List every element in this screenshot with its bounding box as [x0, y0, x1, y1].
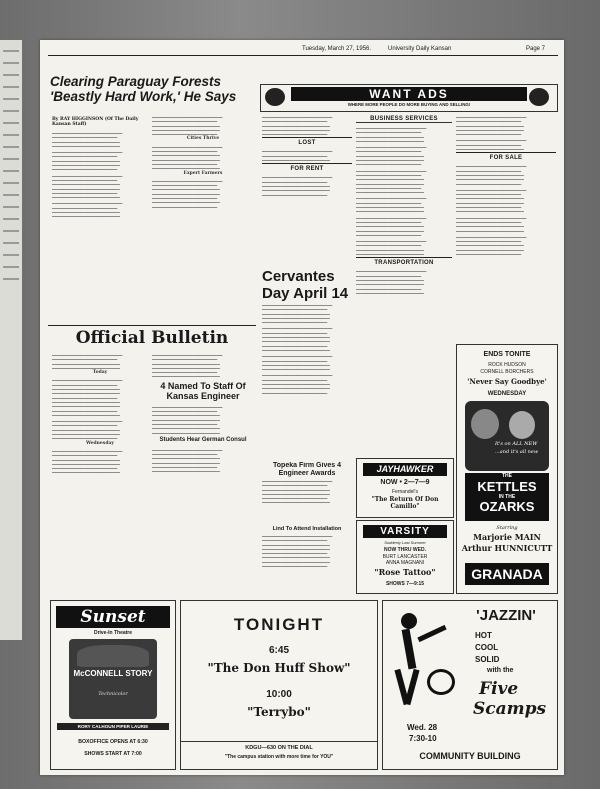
radio-time1: 6:45: [268, 645, 289, 656]
jayhawker-name: JAYHAWKER: [363, 463, 447, 476]
sunset-stars: RORY CALHOUN PIPER LAURIE: [57, 723, 169, 730]
sunset-name: Sunset: [56, 606, 170, 628]
jayhawker-distributor: Fernandel's: [392, 489, 418, 495]
megaphone-right-icon: [529, 88, 549, 106]
topeka-story: Topeka Firm Gives 4 Engineer Awards ▁▁▁▁▁▁▁▁▁▁▁▁▁▁▁▁▁▁▁▁▁▁▁▁▁▁▁ ▁▁▁▁▁▁▁▁▁▁▁▁▁▁▁▁▁▁▁▁▁▁▁▁▁ ▁▁▁▁▁▁▁▁▁▁▁▁▁▁▁▁▁▁▁▁▁▁▁▁▁▁ ▁▁▁▁▁▁▁▁▁▁▁▁▁▁▁▁▁▁▁▁▁▁▁▁▁▁ ▁▁▁▁▁▁▁▁▁▁▁▁▁▁▁▁▁▁▁▁▁▁▁▁▁ ▁▁▁▁▁▁▁▁▁▁▁▁▁▁▁▁▁▁▁▁▁▁▁▁▁▁: [262, 462, 352, 524]
jazz-musicians-image: [391, 609, 455, 719]
bulletin-col1: ▁▁▁▁▁▁▁▁▁▁▁▁▁▁▁▁▁▁▁▁▁▁▁▁▁▁▁ ▁▁▁▁▁▁▁▁▁▁▁▁▁▁▁▁▁▁▁▁▁▁▁▁▁ ▁▁▁▁▁▁▁▁▁▁▁▁▁▁▁▁▁▁▁▁▁▁▁▁▁▁ ▁▁▁▁▁▁▁▁▁▁▁▁▁▁▁▁▁▁▁▁▁▁▁▁▁▁ Today ▁▁▁▁▁▁▁▁▁▁▁▁▁▁▁▁▁▁▁▁▁▁▁▁▁▁▁ ▁▁▁▁▁▁▁▁▁▁▁▁▁▁▁▁▁▁▁▁▁▁▁▁▁ ▁▁▁▁▁▁▁▁▁▁▁▁▁▁▁▁▁▁▁▁▁▁▁▁▁▁ ▁▁▁▁▁▁▁▁▁▁▁▁▁▁▁▁▁▁▁▁▁▁▁▁▁▁ ▁▁▁▁▁▁▁▁▁▁▁▁▁▁▁▁▁▁▁▁▁▁▁▁▁ ▁▁▁▁▁▁▁▁▁▁▁▁▁▁▁▁▁▁▁▁▁▁▁▁▁▁ ▁▁▁▁▁▁▁▁▁▁▁▁▁▁▁▁▁▁▁▁▁▁▁▁▁▁ ▁▁▁▁▁▁▁▁▁▁▁▁▁▁▁▁▁▁▁▁▁▁▁▁▁ ▁▁▁▁▁▁▁▁▁▁▁▁▁▁▁▁▁▁▁▁▁▁▁▁▁▁ ▁▁▁▁▁▁▁▁▁▁▁▁▁▁▁▁▁▁▁▁▁▁▁▁▁▁▁ ▁▁▁▁▁▁▁▁▁▁▁▁▁▁▁▁▁▁▁▁▁▁▁▁▁ ▁▁▁▁▁▁▁▁▁▁▁▁▁▁▁▁▁▁▁▁▁▁▁▁▁▁ ▁▁▁▁▁▁▁▁▁▁▁▁▁▁▁▁▁▁▁▁▁▁▁▁▁▁ ▁▁▁▁▁▁▁▁▁▁▁▁▁▁▁▁▁▁▁▁▁▁▁▁▁ Wednesday ▁▁▁▁▁▁▁▁▁▁▁▁▁▁▁▁▁▁▁▁▁▁▁▁▁▁▁ ▁▁▁▁▁▁▁▁▁▁▁▁▁▁▁▁▁▁▁▁▁▁▁▁▁ ▁▁▁▁▁▁▁▁▁▁▁▁▁▁▁▁▁▁▁▁▁▁▁▁▁▁ ▁▁▁▁▁▁▁▁▁▁▁▁▁▁▁▁▁▁▁▁▁▁▁▁▁▁ ▁▁▁▁▁▁▁▁▁▁▁▁▁▁▁▁▁▁▁▁▁▁▁▁▁ ▁▁▁▁▁▁▁▁▁▁▁▁▁▁▁▁▁▁▁▁▁▁▁▁▁▁: [52, 352, 148, 592]
header-date: Tuesday, March 27, 1956.: [302, 46, 372, 52]
sunset-format: Technicolor: [98, 691, 128, 697]
jazzin-venue: COMMUNITY BUILDING: [419, 751, 521, 761]
want-ads-for-sale-heading: FOR SALE: [489, 155, 523, 162]
radio-show2: "Terrybo": [247, 705, 311, 719]
ends-tonite-film: 'Never Say Goodbye': [467, 377, 547, 386]
ends-tonite-label: ENDS TONITE: [483, 351, 531, 358]
sunset-feature-image: [69, 639, 157, 719]
varsity-line1: NOW THRU WED.: [384, 547, 426, 553]
jayhawker-film: "The Return Of Don Camillo": [371, 496, 439, 510]
want-ads-col-a: ▁▁▁▁▁▁▁▁▁▁▁▁▁▁▁▁▁▁▁▁▁▁▁▁▁▁▁ ▁▁▁▁▁▁▁▁▁▁▁▁▁▁▁▁▁▁▁▁▁▁▁▁▁ ▁▁▁▁▁▁▁▁▁▁▁▁▁▁▁▁▁▁▁▁▁▁▁▁▁▁ ▁▁▁▁▁▁▁▁▁▁▁▁▁▁▁▁▁▁▁▁▁▁▁▁▁▁ ▁▁▁▁▁▁▁▁▁▁▁▁▁▁▁▁▁▁▁▁▁▁▁▁▁ LOST ▁▁▁▁▁▁▁▁▁▁▁▁▁▁▁▁▁▁▁▁▁▁▁▁▁▁▁ ▁▁▁▁▁▁▁▁▁▁▁▁▁▁▁▁▁▁▁▁▁▁▁▁▁ ▁▁▁▁▁▁▁▁▁▁▁▁▁▁▁▁▁▁▁▁▁▁▁▁▁▁ FOR RENT ▁▁▁▁▁▁▁▁▁▁▁▁▁▁▁▁▁▁▁▁▁▁▁▁▁▁▁ ▁▁▁▁▁▁▁▁▁▁▁▁▁▁▁▁▁▁▁▁▁▁▁▁▁ ▁▁▁▁▁▁▁▁▁▁▁▁▁▁▁▁▁▁▁▁▁▁▁▁▁▁ ▁▁▁▁▁▁▁▁▁▁▁▁▁▁▁▁▁▁▁▁▁▁▁▁▁▁ ▁▁▁▁▁▁▁▁▁▁▁▁▁▁▁▁▁▁▁▁▁▁▁▁▁: [262, 114, 352, 266]
lead-story-col1: [52, 114, 148, 322]
kettles-title-the: THE: [502, 473, 512, 479]
varsity-ad: [356, 520, 454, 594]
header-paper: University Daily Kansan: [388, 46, 452, 52]
want-ads-banner: [260, 84, 558, 112]
lead-body-text: ▁▁▁▁▁▁▁▁▁▁▁▁▁▁▁▁▁▁▁▁▁▁▁▁▁▁▁ ▁▁▁▁▁▁▁▁▁▁▁▁▁▁▁▁▁▁▁▁▁▁▁▁▁ ▁▁▁▁▁▁▁▁▁▁▁▁▁▁▁▁▁▁▁▁▁▁▁▁▁▁ ▁▁▁▁▁▁▁▁▁▁▁▁▁▁▁▁▁▁▁▁▁▁▁▁▁▁ ▁▁▁▁▁▁▁▁▁▁▁▁▁▁▁▁▁▁▁▁▁▁▁▁▁▁▁ ▁▁▁▁▁▁▁▁▁▁▁▁▁▁▁▁▁▁▁▁▁▁▁▁▁ ▁▁▁▁▁▁▁▁▁▁▁▁▁▁▁▁▁▁▁▁▁▁▁▁▁▁ ▁▁▁▁▁▁▁▁▁▁▁▁▁▁▁▁▁▁▁▁▁▁▁▁▁▁ ▁▁▁▁▁▁▁▁▁▁▁▁▁▁▁▁▁▁▁▁▁▁▁▁▁ ▁▁▁▁▁▁▁▁▁▁▁▁▁▁▁▁▁▁▁▁▁▁▁▁▁▁▁ ▁▁▁▁▁▁▁▁▁▁▁▁▁▁▁▁▁▁▁▁▁▁▁▁▁ ▁▁▁▁▁▁▁▁▁▁▁▁▁▁▁▁▁▁▁▁▁▁▁▁▁▁ ▁▁▁▁▁▁▁▁▁▁▁▁▁▁▁▁▁▁▁▁▁▁▁▁▁▁ ▁▁▁▁▁▁▁▁▁▁▁▁▁▁▁▁▁▁▁▁▁▁▁▁▁ ▁▁▁▁▁▁▁▁▁▁▁▁▁▁▁▁▁▁▁▁▁▁▁▁▁▁ ▁▁▁▁▁▁▁▁▁▁▁▁▁▁▁▁▁▁▁▁▁▁▁▁▁▁▁ ▁▁▁▁▁▁▁▁▁▁▁▁▁▁▁▁▁▁▁▁▁▁▁▁▁ ▁▁▁▁▁▁▁▁▁▁▁▁▁▁▁▁▁▁▁▁▁▁▁▁▁▁ ▁▁▁▁▁▁▁▁▁▁▁▁▁▁▁▁▁▁▁▁▁▁▁▁▁▁: [52, 130, 123, 218]
lead-subhead-1: Cities Thrive: [186, 136, 220, 142]
want-ads-col-c: ▁▁▁▁▁▁▁▁▁▁▁▁▁▁▁▁▁▁▁▁▁▁▁▁▁▁▁ ▁▁▁▁▁▁▁▁▁▁▁▁▁▁▁▁▁▁▁▁▁▁▁▁▁ ▁▁▁▁▁▁▁▁▁▁▁▁▁▁▁▁▁▁▁▁▁▁▁▁▁▁ ▁▁▁▁▁▁▁▁▁▁▁▁▁▁▁▁▁▁▁▁▁▁▁▁▁▁ ▁▁▁▁▁▁▁▁▁▁▁▁▁▁▁▁▁▁▁▁▁▁▁▁▁ ▁▁▁▁▁▁▁▁▁▁▁▁▁▁▁▁▁▁▁▁▁▁▁▁▁▁▁ ▁▁▁▁▁▁▁▁▁▁▁▁▁▁▁▁▁▁▁▁▁▁▁▁▁ ▁▁▁▁▁▁▁▁▁▁▁▁▁▁▁▁▁▁▁▁▁▁▁▁▁▁ FOR SALE ▁▁▁▁▁▁▁▁▁▁▁▁▁▁▁▁▁▁▁▁▁▁▁▁▁▁▁ ▁▁▁▁▁▁▁▁▁▁▁▁▁▁▁▁▁▁▁▁▁▁▁▁▁ ▁▁▁▁▁▁▁▁▁▁▁▁▁▁▁▁▁▁▁▁▁▁▁▁▁▁ ▁▁▁▁▁▁▁▁▁▁▁▁▁▁▁▁▁▁▁▁▁▁▁▁▁▁ ▁▁▁▁▁▁▁▁▁▁▁▁▁▁▁▁▁▁▁▁▁▁▁▁▁ ▁▁▁▁▁▁▁▁▁▁▁▁▁▁▁▁▁▁▁▁▁▁▁▁▁▁▁ ▁▁▁▁▁▁▁▁▁▁▁▁▁▁▁▁▁▁▁▁▁▁▁▁▁ ▁▁▁▁▁▁▁▁▁▁▁▁▁▁▁▁▁▁▁▁▁▁▁▁▁▁ ▁▁▁▁▁▁▁▁▁▁▁▁▁▁▁▁▁▁▁▁▁▁▁▁▁▁ ▁▁▁▁▁▁▁▁▁▁▁▁▁▁▁▁▁▁▁▁▁▁▁▁▁ ▁▁▁▁▁▁▁▁▁▁▁▁▁▁▁▁▁▁▁▁▁▁▁▁▁▁ ▁▁▁▁▁▁▁▁▁▁▁▁▁▁▁▁▁▁▁▁▁▁▁▁▁▁▁ ▁▁▁▁▁▁▁▁▁▁▁▁▁▁▁▁▁▁▁▁▁▁▁▁▁ ▁▁▁▁▁▁▁▁▁▁▁▁▁▁▁▁▁▁▁▁▁▁▁▁▁▁ ▁▁▁▁▁▁▁▁▁▁▁▁▁▁▁▁▁▁▁▁▁▁▁▁▁▁ ▁▁▁▁▁▁▁▁▁▁▁▁▁▁▁▁▁▁▁▁▁▁▁▁▁▁▁ ▁▁▁▁▁▁▁▁▁▁▁▁▁▁▁▁▁▁▁▁▁▁▁▁▁ ▁▁▁▁▁▁▁▁▁▁▁▁▁▁▁▁▁▁▁▁▁▁▁▁▁▁ ▁▁▁▁▁▁▁▁▁▁▁▁▁▁▁▁▁▁▁▁▁▁▁▁▁▁ ▁▁▁▁▁▁▁▁▁▁▁▁▁▁▁▁▁▁▁▁▁▁▁▁▁: [456, 114, 556, 340]
sunset-boxoffice: BOXOFFICE OPENS AT 6:30: [78, 739, 148, 745]
granada-starts-day: WEDNESDAY: [487, 391, 527, 397]
bulletin-story-consul-headline: Students Hear German Consul: [159, 436, 247, 443]
bulletin-title: Official Bulletin: [75, 328, 229, 348]
kettles-starring: Starring: [496, 525, 518, 531]
varsity-line3: ANNA MAGNANI: [385, 560, 425, 566]
want-ads-tagline: WHERE MORE PEOPLE DO MORE BUYING AND SELLING!: [347, 102, 471, 107]
sunset-feature-title: McCONNELL STORY: [73, 669, 153, 678]
kettles-artwork-image: [465, 401, 549, 471]
lead-byline: By RAY HIGGINSON (Of The Daily Kansan Staff): [52, 117, 139, 127]
granada-ad: [456, 344, 558, 594]
jazzin-line1: HOT: [475, 631, 492, 640]
kettles-title-in: IN THE: [498, 494, 516, 500]
want-ads-title: WANT ADS: [291, 87, 527, 101]
lead-story-col2: ▁▁▁▁▁▁▁▁▁▁▁▁▁▁▁▁▁▁▁▁▁▁▁▁▁▁▁ ▁▁▁▁▁▁▁▁▁▁▁▁▁▁▁▁▁▁▁▁▁▁▁▁▁ ▁▁▁▁▁▁▁▁▁▁▁▁▁▁▁▁▁▁▁▁▁▁▁▁▁▁ ▁▁▁▁▁▁▁▁▁▁▁▁▁▁▁▁▁▁▁▁▁▁▁▁▁▁ ▁▁▁▁▁▁▁▁▁▁▁▁▁▁▁▁▁▁▁▁▁▁▁▁▁ Cities Thrive ▁▁▁▁▁▁▁▁▁▁▁▁▁▁▁▁▁▁▁▁▁▁▁▁▁▁▁ ▁▁▁▁▁▁▁▁▁▁▁▁▁▁▁▁▁▁▁▁▁▁▁▁▁ ▁▁▁▁▁▁▁▁▁▁▁▁▁▁▁▁▁▁▁▁▁▁▁▁▁▁ ▁▁▁▁▁▁▁▁▁▁▁▁▁▁▁▁▁▁▁▁▁▁▁▁▁▁ ▁▁▁▁▁▁▁▁▁▁▁▁▁▁▁▁▁▁▁▁▁▁▁▁▁ ▁▁▁▁▁▁▁▁▁▁▁▁▁▁▁▁▁▁▁▁▁▁▁▁▁▁ Expert Farmers ▁▁▁▁▁▁▁▁▁▁▁▁▁▁▁▁▁▁▁▁▁▁▁▁▁▁▁ ▁▁▁▁▁▁▁▁▁▁▁▁▁▁▁▁▁▁▁▁▁▁▁▁▁ ▁▁▁▁▁▁▁▁▁▁▁▁▁▁▁▁▁▁▁▁▁▁▁▁▁▁ ▁▁▁▁▁▁▁▁▁▁▁▁▁▁▁▁▁▁▁▁▁▁▁▁▁▁ ▁▁▁▁▁▁▁▁▁▁▁▁▁▁▁▁▁▁▁▁▁▁▁▁▁ ▁▁▁▁▁▁▁▁▁▁▁▁▁▁▁▁▁▁▁▁▁▁▁▁▁▁ ▁▁▁▁▁▁▁▁▁▁▁▁▁▁▁▁▁▁▁▁▁▁▁▁▁: [152, 114, 254, 322]
jazzin-time: 7:30-10: [409, 734, 437, 743]
lead-headline-block: [50, 74, 256, 114]
kdgu-radio-ad: [180, 600, 378, 770]
sunset-ad: [50, 600, 176, 770]
radio-station: KDGU—630 ON THE DIAL: [245, 745, 313, 751]
bulletin-today: Today: [92, 370, 108, 376]
jazzin-band2: Scamps: [473, 699, 547, 719]
bulletin-wednesday: Wednesday: [85, 440, 115, 446]
radio-tonight: TONIGHT: [233, 615, 325, 634]
kettles-teaser1: It's on ALL NEW: [495, 441, 538, 447]
lead-headline: Clearing Paraguay Forests 'Beastly Hard Work,' He Says: [50, 74, 237, 104]
jazzin-title: 'JAZZIN': [476, 607, 536, 624]
jayhawker-ad: [356, 458, 454, 518]
kettles-teaser2: ...and it's all new: [495, 449, 539, 455]
want-ads-lost-heading: LOST: [298, 140, 316, 147]
ends-tonite-star2: CORNELL BORCHERS: [480, 369, 534, 375]
bulletin-title-block: [50, 328, 254, 350]
jazzin-date: Wed. 28: [407, 723, 438, 732]
header-page: Page 7: [526, 46, 546, 52]
ends-tonite-star1: ROCK HUDSON: [488, 362, 526, 368]
cervantes-story: Cervantes Day April 14 ▁▁▁▁▁▁▁▁▁▁▁▁▁▁▁▁▁▁▁▁▁▁▁▁▁▁▁ ▁▁▁▁▁▁▁▁▁▁▁▁▁▁▁▁▁▁▁▁▁▁▁▁▁ ▁▁▁▁▁▁▁▁▁▁▁▁▁▁▁▁▁▁▁▁▁▁▁▁▁▁ ▁▁▁▁▁▁▁▁▁▁▁▁▁▁▁▁▁▁▁▁▁▁▁▁▁▁ ▁▁▁▁▁▁▁▁▁▁▁▁▁▁▁▁▁▁▁▁▁▁▁▁▁ ▁▁▁▁▁▁▁▁▁▁▁▁▁▁▁▁▁▁▁▁▁▁▁▁▁▁▁ ▁▁▁▁▁▁▁▁▁▁▁▁▁▁▁▁▁▁▁▁▁▁▁▁▁ ▁▁▁▁▁▁▁▁▁▁▁▁▁▁▁▁▁▁▁▁▁▁▁▁▁▁ ▁▁▁▁▁▁▁▁▁▁▁▁▁▁▁▁▁▁▁▁▁▁▁▁▁▁ ▁▁▁▁▁▁▁▁▁▁▁▁▁▁▁▁▁▁▁▁▁▁▁▁▁ ▁▁▁▁▁▁▁▁▁▁▁▁▁▁▁▁▁▁▁▁▁▁▁▁▁▁ ▁▁▁▁▁▁▁▁▁▁▁▁▁▁▁▁▁▁▁▁▁▁▁▁▁▁▁ ▁▁▁▁▁▁▁▁▁▁▁▁▁▁▁▁▁▁▁▁▁▁▁▁▁ ▁▁▁▁▁▁▁▁▁▁▁▁▁▁▁▁▁▁▁▁▁▁▁▁▁▁ ▁▁▁▁▁▁▁▁▁▁▁▁▁▁▁▁▁▁▁▁▁▁▁▁▁▁ ▁▁▁▁▁▁▁▁▁▁▁▁▁▁▁▁▁▁▁▁▁▁▁▁▁▁▁ ▁▁▁▁▁▁▁▁▁▁▁▁▁▁▁▁▁▁▁▁▁▁▁▁▁ ▁▁▁▁▁▁▁▁▁▁▁▁▁▁▁▁▁▁▁▁▁▁▁▁▁▁ ▁▁▁▁▁▁▁▁▁▁▁▁▁▁▁▁▁▁▁▁▁▁▁▁▁▁ ▁▁▁▁▁▁▁▁▁▁▁▁▁▁▁▁▁▁▁▁▁▁▁▁▁: [262, 268, 352, 460]
want-ads-business-heading: BUSINESS SERVICES: [356, 116, 452, 123]
varsity-teaser: Suddenly Last Summer: [384, 540, 426, 545]
jazzin-line4: with the: [487, 667, 514, 674]
sunset-shows: SHOWS START AT 7:00: [84, 751, 142, 757]
varsity-film: "Rose Tattoo": [374, 567, 436, 577]
granada-theater-name: GRANADA: [465, 563, 549, 585]
sunset-subtitle: Drive-In Theatre: [93, 630, 133, 636]
bulletin-col2: ▁▁▁▁▁▁▁▁▁▁▁▁▁▁▁▁▁▁▁▁▁▁▁▁▁▁▁ ▁▁▁▁▁▁▁▁▁▁▁▁▁▁▁▁▁▁▁▁▁▁▁▁▁ ▁▁▁▁▁▁▁▁▁▁▁▁▁▁▁▁▁▁▁▁▁▁▁▁▁▁ ▁▁▁▁▁▁▁▁▁▁▁▁▁▁▁▁▁▁▁▁▁▁▁▁▁▁ ▁▁▁▁▁▁▁▁▁▁▁▁▁▁▁▁▁▁▁▁▁▁▁▁▁ ▁▁▁▁▁▁▁▁▁▁▁▁▁▁▁▁▁▁▁▁▁▁▁▁▁▁ 4 Named To Staff Of Kansas Engineer ▁▁▁▁▁▁▁▁▁▁▁▁▁▁▁▁▁▁▁▁▁▁▁▁▁▁▁ ▁▁▁▁▁▁▁▁▁▁▁▁▁▁▁▁▁▁▁▁▁▁▁▁▁ ▁▁▁▁▁▁▁▁▁▁▁▁▁▁▁▁▁▁▁▁▁▁▁▁▁▁ ▁▁▁▁▁▁▁▁▁▁▁▁▁▁▁▁▁▁▁▁▁▁▁▁▁▁ ▁▁▁▁▁▁▁▁▁▁▁▁▁▁▁▁▁▁▁▁▁▁▁▁▁ ▁▁▁▁▁▁▁▁▁▁▁▁▁▁▁▁▁▁▁▁▁▁▁▁▁▁ ▁▁▁▁▁▁▁▁▁▁▁▁▁▁▁▁▁▁▁▁▁▁▁▁▁▁ Students Hear German Consul ▁▁▁▁▁▁▁▁▁▁▁▁▁▁▁▁▁▁▁▁▁▁▁▁▁▁▁ ▁▁▁▁▁▁▁▁▁▁▁▁▁▁▁▁▁▁▁▁▁▁▁▁▁ ▁▁▁▁▁▁▁▁▁▁▁▁▁▁▁▁▁▁▁▁▁▁▁▁▁▁ ▁▁▁▁▁▁▁▁▁▁▁▁▁▁▁▁▁▁▁▁▁▁▁▁▁▁ ▁▁▁▁▁▁▁▁▁▁▁▁▁▁▁▁▁▁▁▁▁▁▁▁▁ ▁▁▁▁▁▁▁▁▁▁▁▁▁▁▁▁▁▁▁▁▁▁▁▁▁▁: [152, 352, 254, 592]
megaphone-left-icon: [265, 88, 285, 106]
jazzin-line3: SOLID: [475, 655, 500, 664]
radio-show1: "The Don Huff Show": [207, 661, 351, 675]
kettles-title-ozarks: OZARKS: [479, 499, 535, 514]
want-ads-col-b: BUSINESS SERVICES ▁▁▁▁▁▁▁▁▁▁▁▁▁▁▁▁▁▁▁▁▁▁▁▁▁▁▁ ▁▁▁▁▁▁▁▁▁▁▁▁▁▁▁▁▁▁▁▁▁▁▁▁▁ ▁▁▁▁▁▁▁▁▁▁▁▁▁▁▁▁▁▁▁▁▁▁▁▁▁▁ ▁▁▁▁▁▁▁▁▁▁▁▁▁▁▁▁▁▁▁▁▁▁▁▁▁▁ ▁▁▁▁▁▁▁▁▁▁▁▁▁▁▁▁▁▁▁▁▁▁▁▁▁▁▁ ▁▁▁▁▁▁▁▁▁▁▁▁▁▁▁▁▁▁▁▁▁▁▁▁▁ ▁▁▁▁▁▁▁▁▁▁▁▁▁▁▁▁▁▁▁▁▁▁▁▁▁▁ ▁▁▁▁▁▁▁▁▁▁▁▁▁▁▁▁▁▁▁▁▁▁▁▁▁▁ ▁▁▁▁▁▁▁▁▁▁▁▁▁▁▁▁▁▁▁▁▁▁▁▁▁ ▁▁▁▁▁▁▁▁▁▁▁▁▁▁▁▁▁▁▁▁▁▁▁▁▁▁▁ ▁▁▁▁▁▁▁▁▁▁▁▁▁▁▁▁▁▁▁▁▁▁▁▁▁ ▁▁▁▁▁▁▁▁▁▁▁▁▁▁▁▁▁▁▁▁▁▁▁▁▁▁ ▁▁▁▁▁▁▁▁▁▁▁▁▁▁▁▁▁▁▁▁▁▁▁▁▁▁ ▁▁▁▁▁▁▁▁▁▁▁▁▁▁▁▁▁▁▁▁▁▁▁▁▁ ▁▁▁▁▁▁▁▁▁▁▁▁▁▁▁▁▁▁▁▁▁▁▁▁▁▁ ▁▁▁▁▁▁▁▁▁▁▁▁▁▁▁▁▁▁▁▁▁▁▁▁▁▁▁ ▁▁▁▁▁▁▁▁▁▁▁▁▁▁▁▁▁▁▁▁▁▁▁▁▁ ▁▁▁▁▁▁▁▁▁▁▁▁▁▁▁▁▁▁▁▁▁▁▁▁▁▁ ▁▁▁▁▁▁▁▁▁▁▁▁▁▁▁▁▁▁▁▁▁▁▁▁▁▁ ▁▁▁▁▁▁▁▁▁▁▁▁▁▁▁▁▁▁▁▁▁▁▁▁▁▁▁ ▁▁▁▁▁▁▁▁▁▁▁▁▁▁▁▁▁▁▁▁▁▁▁▁▁ ▁▁▁▁▁▁▁▁▁▁▁▁▁▁▁▁▁▁▁▁▁▁▁▁▁▁ ▁▁▁▁▁▁▁▁▁▁▁▁▁▁▁▁▁▁▁▁▁▁▁▁▁▁ ▁▁▁▁▁▁▁▁▁▁▁▁▁▁▁▁▁▁▁▁▁▁▁▁▁ ▁▁▁▁▁▁▁▁▁▁▁▁▁▁▁▁▁▁▁▁▁▁▁▁▁▁▁ ▁▁▁▁▁▁▁▁▁▁▁▁▁▁▁▁▁▁▁▁▁▁▁▁▁ ▁▁▁▁▁▁▁▁▁▁▁▁▁▁▁▁▁▁▁▁▁▁▁▁▁▁ ▁▁▁▁▁▁▁▁▁▁▁▁▁▁▁▁▁▁▁▁▁▁▁▁▁▁ TRANSPORTATION ▁▁▁▁▁▁▁▁▁▁▁▁▁▁▁▁▁▁▁▁▁▁▁▁▁▁▁ ▁▁▁▁▁▁▁▁▁▁▁▁▁▁▁▁▁▁▁▁▁▁▁▁▁ ▁▁▁▁▁▁▁▁▁▁▁▁▁▁▁▁▁▁▁▁▁▁▁▁▁▁ ▁▁▁▁▁▁▁▁▁▁▁▁▁▁▁▁▁▁▁▁▁▁▁▁▁▁ ▁▁▁▁▁▁▁▁▁▁▁▁▁▁▁▁▁▁▁▁▁▁▁▁▁ ▁▁▁▁▁▁▁▁▁▁▁▁▁▁▁▁▁▁▁▁▁▁▁▁▁▁: [356, 114, 452, 454]
adjacent-page-edge: [0, 40, 22, 640]
kettles-title-block: [465, 473, 549, 521]
jayhawker-dates: NOW • 2—7—9: [380, 479, 430, 486]
topeka-headline: Topeka Firm Gives 4 Engineer Awards: [273, 462, 341, 477]
jazzin-band1: Five: [479, 679, 519, 699]
jazzin-ad: [382, 600, 558, 770]
radio-time2: 10:00: [266, 689, 292, 700]
lind-headline: Lind To Attend Installation: [272, 526, 342, 532]
varsity-line2: BURT LANCASTER: [382, 554, 428, 560]
kettles-star2: Arthur HUNNICUTT: [461, 543, 553, 553]
want-ads-transportation-heading: TRANSPORTATION: [374, 260, 434, 267]
cervantes-headline: Cervantes Day April 14: [262, 268, 349, 302]
varsity-name: VARSITY: [363, 525, 447, 538]
lind-story: Lind To Attend Installation ▁▁▁▁▁▁▁▁▁▁▁▁▁▁▁▁▁▁▁▁▁▁▁▁▁▁▁ ▁▁▁▁▁▁▁▁▁▁▁▁▁▁▁▁▁▁▁▁▁▁▁▁▁ ▁▁▁▁▁▁▁▁▁▁▁▁▁▁▁▁▁▁▁▁▁▁▁▁▁▁ ▁▁▁▁▁▁▁▁▁▁▁▁▁▁▁▁▁▁▁▁▁▁▁▁▁▁ ▁▁▁▁▁▁▁▁▁▁▁▁▁▁▁▁▁▁▁▁▁▁▁▁▁ ▁▁▁▁▁▁▁▁▁▁▁▁▁▁▁▁▁▁▁▁▁▁▁▁▁▁ ▁▁▁▁▁▁▁▁▁▁▁▁▁▁▁▁▁▁▁▁▁▁▁▁▁▁ ▁▁▁▁▁▁▁▁▁▁▁▁▁▁▁▁▁▁▁▁▁▁▁▁▁: [262, 526, 352, 590]
bulletin-story-engineer-headline: 4 Named To Staff Of Kansas Engineer: [160, 380, 246, 401]
varsity-shows: SHOWS 7—9:15: [385, 581, 425, 587]
lead-subhead-2: Expert Farmers: [183, 170, 223, 176]
radio-slogan: "The campus station with more time for YOU": [224, 754, 334, 760]
jazzin-line2: COOL: [475, 643, 499, 652]
kettles-star1: Marjorie MAIN: [473, 532, 541, 542]
newspaper-page: [40, 40, 564, 775]
want-ads-for-rent-heading: FOR RENT: [290, 166, 324, 173]
kettles-title-kettles: KETTLES: [477, 479, 537, 494]
